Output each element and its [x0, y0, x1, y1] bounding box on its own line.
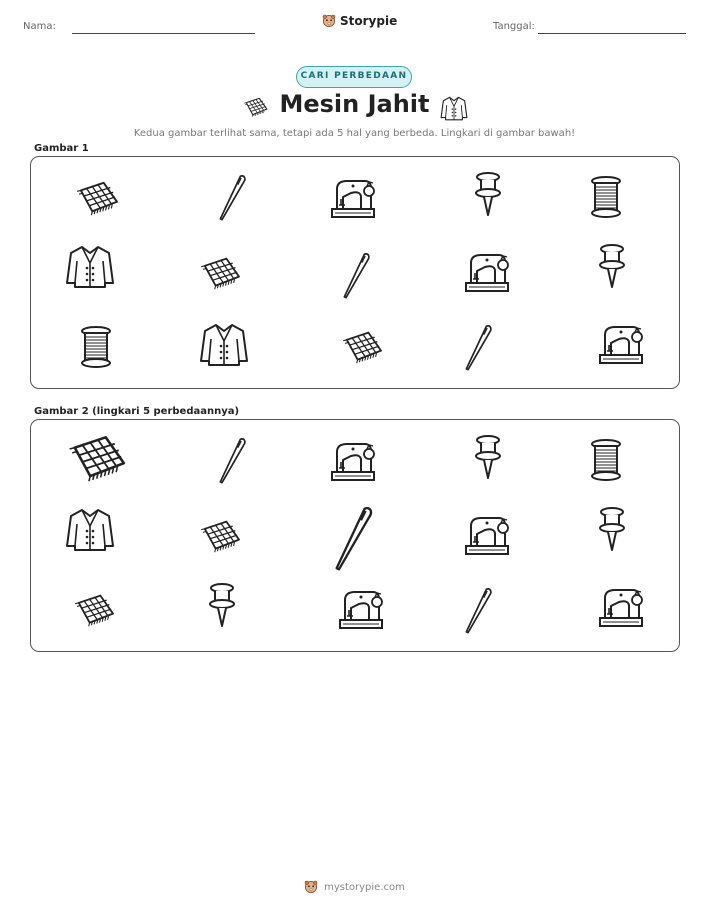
- brand-name: Storypie: [340, 14, 398, 28]
- jacket-icon: [65, 506, 115, 552]
- cloth-icon: [341, 329, 385, 365]
- footer-url: mystorypie.com: [324, 881, 405, 893]
- cloth-icon: [199, 255, 243, 291]
- sewing-machine-icon: [597, 321, 645, 365]
- date-field[interactable]: [538, 33, 686, 34]
- cloth-icon: [199, 518, 243, 554]
- sewing-machine-icon: [463, 249, 511, 293]
- jacket-icon: [440, 95, 468, 121]
- needle-icon: [461, 323, 495, 373]
- needle-icon: [329, 504, 377, 574]
- sewing-machine-icon: [329, 438, 377, 482]
- needle-icon: [215, 436, 249, 486]
- footer: [0, 880, 709, 894]
- cloth-icon: [73, 592, 117, 628]
- section-title-2: Gambar 2 (lingkari 5 perbedaannya): [34, 406, 240, 417]
- pin-icon: [207, 582, 237, 632]
- date-label: Tanggal:: [493, 21, 535, 32]
- brand-logo: [322, 14, 397, 28]
- thread-spool-icon: [589, 175, 623, 219]
- cloth-icon: [67, 432, 129, 484]
- cloth-icon: [75, 179, 121, 217]
- picture-panel-2[interactable]: [30, 419, 680, 652]
- sewing-machine-icon: [597, 584, 645, 628]
- pin-icon: [473, 434, 503, 484]
- sewing-machine-icon: [337, 586, 385, 630]
- sewing-machine-icon: [329, 175, 377, 219]
- picture-panel-1: [30, 156, 680, 389]
- thread-spool-icon: [79, 325, 113, 369]
- category-badge: CARI PERBEDAAN: [296, 66, 412, 88]
- needle-icon: [339, 251, 373, 301]
- jacket-icon: [199, 321, 249, 367]
- pin-icon: [473, 171, 503, 221]
- name-label: Nama:: [23, 21, 56, 32]
- thread-spool-icon: [589, 438, 623, 482]
- section-title-1: Gambar 1: [34, 143, 89, 154]
- pin-icon: [597, 243, 627, 293]
- needle-icon: [461, 586, 495, 636]
- beaver-logo-icon: [304, 880, 318, 894]
- name-field[interactable]: [72, 33, 255, 34]
- needle-icon: [215, 173, 249, 223]
- jacket-icon: [65, 243, 115, 289]
- sewing-machine-icon: [463, 512, 511, 556]
- page-title: Mesin Jahit: [279, 90, 430, 118]
- pin-icon: [597, 506, 627, 556]
- instructions: Kedua gambar terlihat sama, tetapi ada 5 hal yang berbeda. Lingkari di gambar bawah!: [133, 128, 576, 139]
- beaver-logo-icon: [322, 14, 336, 28]
